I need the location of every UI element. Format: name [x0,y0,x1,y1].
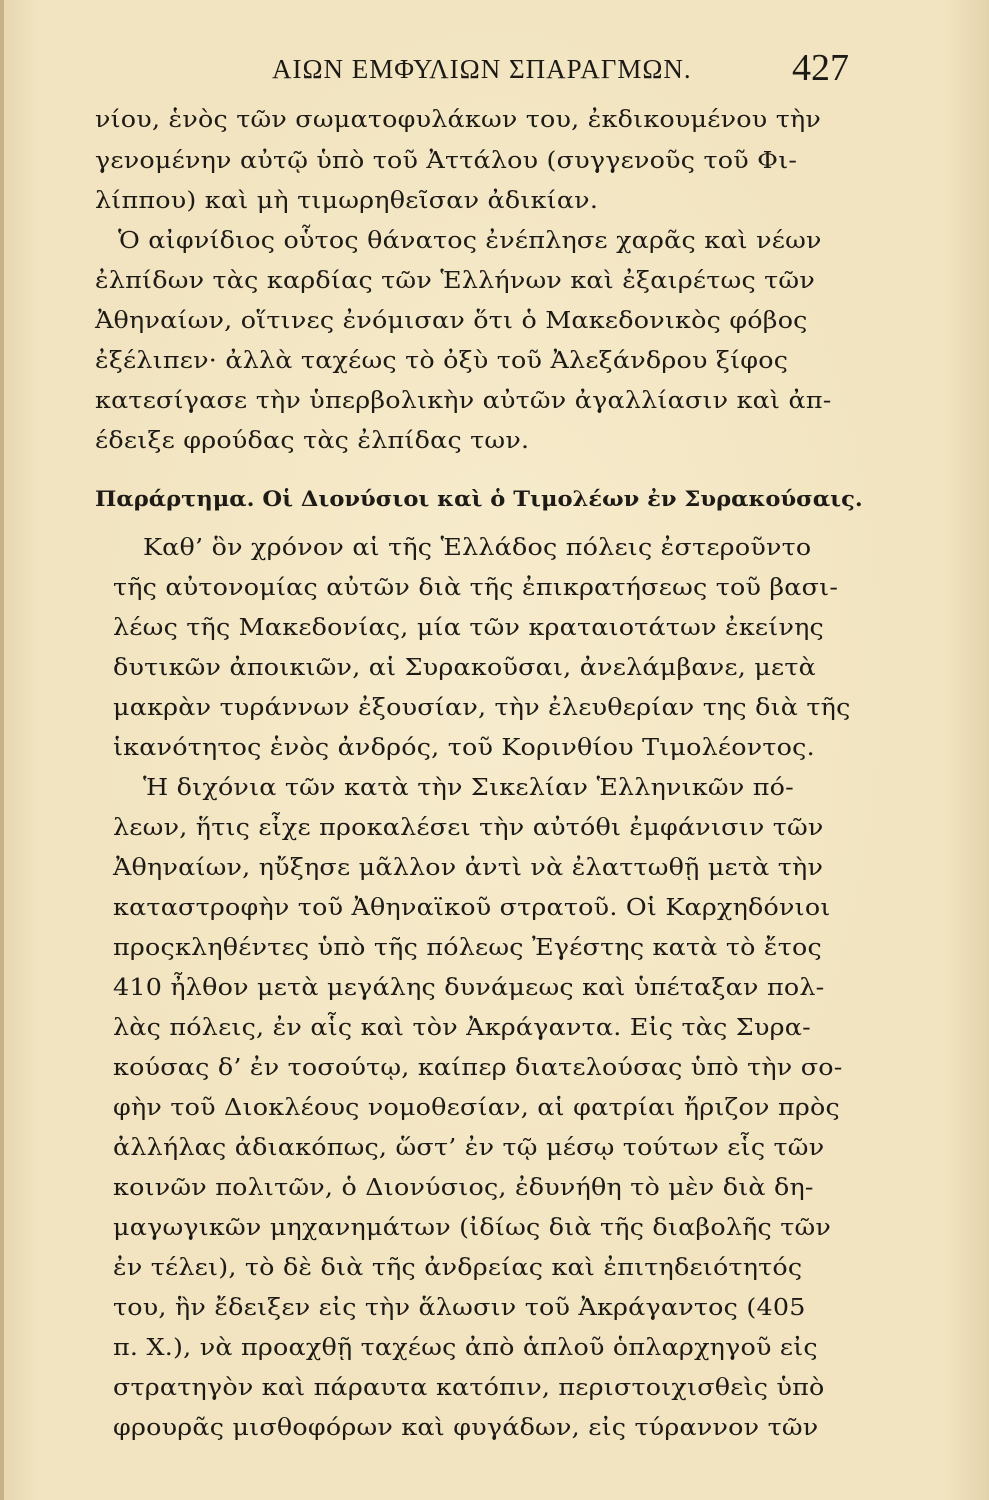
text-line: ἐλπίδων τὰς καρδίας τῶν Ἑλλήνων καὶ ἐξαιρέτως τῶν [95,266,815,294]
text-line: του, ἣν ἔδειξεν εἰς τὴν ἅλωσιν τοῦ Ἀκράγαντος (405 [113,1293,806,1321]
text-line: ἐξέλιπεν· ἀλλὰ ταχέως τὸ ὀξὺ τοῦ Ἀλεξάνδρου ξίφος [95,346,789,374]
text-line: φρουρᾶς μισθοφόρων καὶ φυγάδων, εἰς τύραννον τῶν [113,1413,819,1441]
page-header [0,44,989,94]
text-line: ἱκανότητος ἑνὸς ἀνδρός, τοῦ Κορινθίου Τιμολέοντος. [113,733,815,761]
page-edge [0,0,4,1500]
text-line: Ἀθηναίων, ηὔξησε μᾶλλον ἀντὶ νὰ ἐλαττωθῇ μετὰ τὴν [113,853,824,881]
text-line: μαγωγικῶν μηχανημάτων (ἰδίως διὰ τῆς διαβολῆς τῶν [113,1213,832,1241]
text-line: Ἀθηναίων, οἵτινες ἐνόμισαν ὅτι ὁ Μακεδονικὸς φόβος [95,306,808,334]
page-number: 427 [792,47,849,89]
paragraph-start-line: Καθ’ ὃν χρόνον αἱ τῆς Ἑλλάδος πόλεις ἐστεροῦντο [143,533,812,561]
text-line: ἀλλήλας ἀδιακόπως, ὥστ’ ἐν τῷ μέσῳ τούτων εἷς τῶν [113,1133,825,1161]
text-line: προςκληθέντες ὑπὸ τῆς πόλεως Ἐγέστης κατὰ τὸ ἔτος [113,933,822,961]
running-head: ΑΙΩΝ ΕΜΦΥΛΙΩΝ ΣΠΑΡΑΓΜΩΝ. [272,54,692,84]
paragraph-start-line: Ὁ αἰφνίδιος οὗτος θάνατος ἐνέπλησε χαρᾶς καὶ νέων [118,226,822,254]
text-line: γενομένην αὐτῷ ὑπὸ τοῦ Ἀττάλου (συγγενοῦς τοῦ Φι- [95,146,798,174]
text-line: λέως τῆς Μακεδονίας, μία τῶν κραταιοτάτων ἐκείνης [113,613,824,641]
text-line: έδειξε φρούδας τὰς ἐλπίδας των. [95,426,530,454]
text-line: νίου, ἑνὸς τῶν σωματοφυλάκων του, ἐκδικουμένου τὴν [95,105,822,133]
text-line: τῆς αὐτονομίας αὐτῶν διὰ τῆς ἐπικρατήσεως τοῦ βασι- [113,573,839,601]
paragraph-start-line: Ἡ διχόνια τῶν κατὰ τὴν Σικελίαν Ἑλληνικῶν πό- [143,773,794,801]
section-heading: Παράρτημα. Οἱ Διονύσιοι καὶ ὁ Τιμολέων ἐν Συρακούσαις. [95,486,863,511]
text-line: κατεσίγασε τὴν ὑπερβολικὴν αὐτῶν ἀγαλλίασιν καὶ ἀπ- [95,386,832,414]
text-line: 410 ἦλθον μετὰ μεγάλης δυνάμεως καὶ ὑπέταξαν πολ- [113,973,825,1001]
text-line: λεων, ἥτις εἶχε προκαλέσει τὴν αὐτόθι ἐμφάνισιν τῶν [113,813,824,841]
text-line: στρατηγὸν καὶ πάραυτα κατόπιν, περιστοιχισθεὶς ὑπὸ [113,1373,825,1401]
text-line: καταστροφὴν τοῦ Ἀθηναϊκοῦ στρατοῦ. Οἱ Καρχηδόνιοι [113,893,831,921]
text-line: φὴν τοῦ Διοκλέους νομοθεσίαν, αἱ φατρίαι ἤριζον πρὸς [113,1093,840,1121]
text-line: κούσας δ’ ἐν τοσούτῳ, καίπερ διατελούσας ὑπὸ τὴν σο- [113,1053,843,1081]
text-line: δυτικῶν ἀποικιῶν, αἱ Συρακοῦσαι, ἀνελάμβανε, μετὰ [113,653,816,681]
text-line: λίππου) καὶ μὴ τιμωρηθεῖσαν ἀδικίαν. [95,186,599,214]
text-line: ἐν τέλει), τὸ δὲ διὰ τῆς ἀνδρείας καὶ ἐπιτηδειότητός [113,1253,803,1281]
text-line: μακρὰν τυράννων ἐξουσίαν, τὴν ἐλευθερίαν της διὰ τῆς [113,693,851,721]
text-line: π. Χ.), νὰ προαχθῇ ταχέως ἀπὸ ἁπλοῦ ὁπλαρχηγοῦ εἰς [113,1333,818,1361]
text-line: λὰς πόλεις, ἐν αἷς καὶ τὸν Ἀκράγαντα. Εἰς τὰς Συρα- [113,1013,811,1041]
text-line: κοινῶν πολιτῶν, ὁ Διονύσιος, ἐδυνήθη τὸ μὲν διὰ δη- [113,1173,814,1201]
